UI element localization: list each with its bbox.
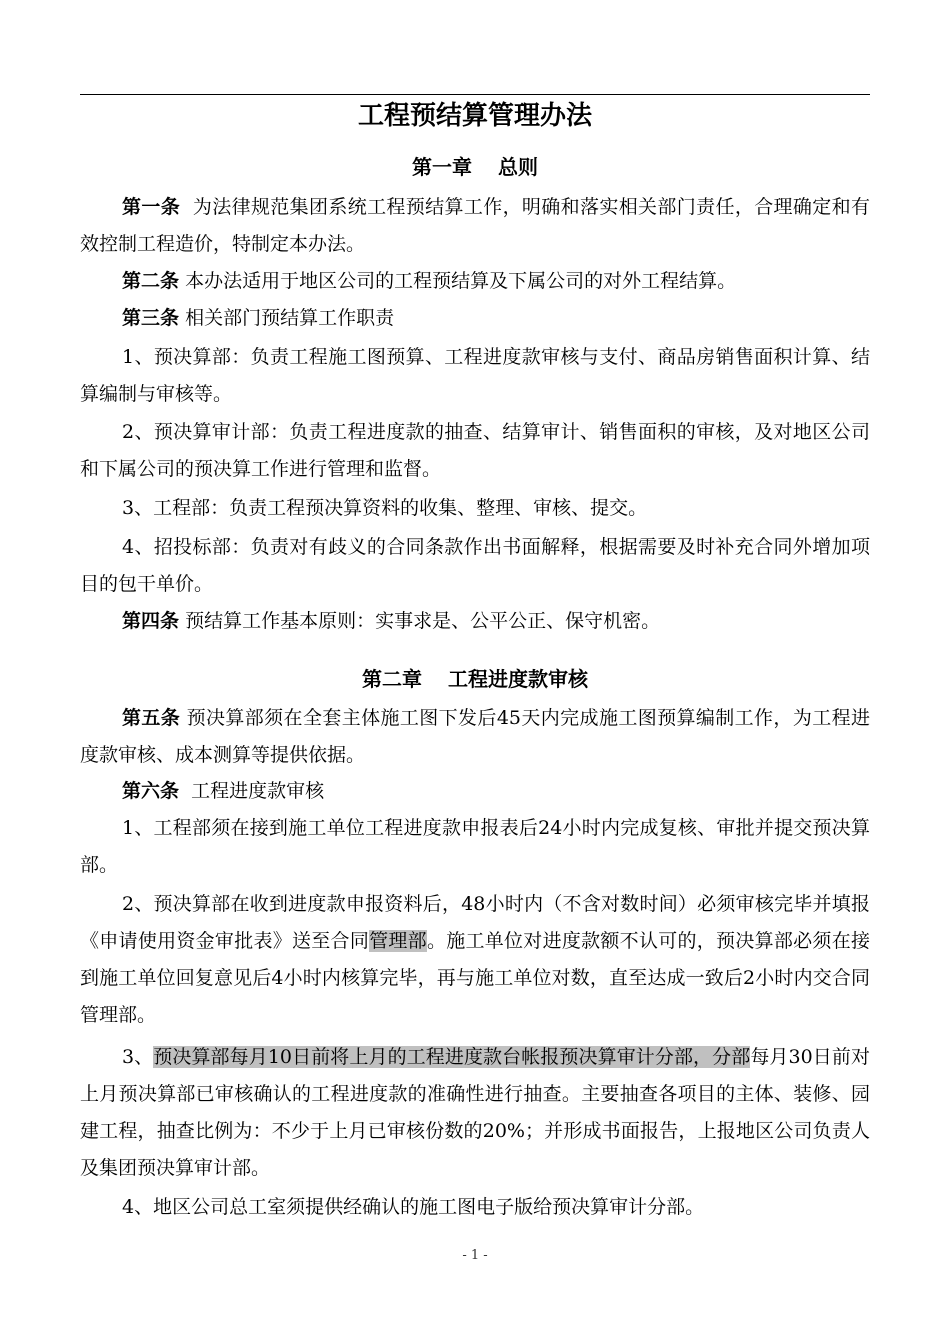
article-6 (80, 773, 870, 810)
article-2-label: 第二条 (122, 270, 180, 292)
article-2 (80, 263, 870, 300)
article-3-item-2: 2、预决算审计部：负责工程进度款的抽查、结算审计、销售面积的审核，及对地区公司和下属公司的预决算工作进行管理和监督。 (80, 421, 870, 480)
chapter-1-name: 总则 (498, 155, 538, 179)
article-5 (80, 700, 870, 774)
chapter-2-heading (0, 665, 950, 693)
chapter-2-name: 工程进度款审核 (448, 667, 588, 691)
article-4-text: 预结算工作基本原则：实事求是、公平公正、保守机密。 (185, 610, 661, 632)
article-1-text: 为法律规范集团系统工程预结算工作，明确和落实相关部门责任，合理确定和有效控制工程造价，特制定本办法。 (80, 196, 870, 255)
highlighted-text: 管理部 (369, 930, 427, 952)
highlighted-text: 预决算部每月10日前将上月的工程进度款台帐报预决算审计分部，分部 (153, 1046, 751, 1068)
article-6-item-2-part-a: 2、预决算部在收到进度款申报资料后，48小时内（不含对数时间）必须审核完毕并填报《申请使用资金审批表》送至合同 (80, 893, 870, 952)
chapter-2-label: 第二章 (362, 667, 422, 691)
article-5-text: 预决算部须在全套主体施工图下发后45天内完成施工图预算编制工作，为工程进度款审核、成本测算等提供依据。 (80, 707, 870, 766)
article-6-item-3 (80, 1039, 870, 1187)
article-3-item-3: 3、工程部：负责工程预决算资料的收集、整理、审核、提交。 (122, 497, 648, 519)
article-6-text: 工程进度款审核 (191, 780, 325, 802)
article-6-item-3-number: 3、 (122, 1046, 154, 1068)
article-3-label: 第三条 (122, 307, 180, 329)
article-6-item-3-text: 每月30日前对上月预决算部已审核确认的工程进度款的准确性进行抽查。主要抽查各项目的主体、装修、园建工程，抽查比例为：不少于上月已审核份数的20%；并形成书面报告，上报地区公司负责人及集团预决算审计部。 (80, 1046, 870, 1179)
article-4 (80, 603, 870, 640)
article-2-text: 本办法适用于地区公司的工程预结算及下属公司的对外工程结算。 (185, 270, 737, 292)
article-6-item-1: 1、工程部须在接到施工单位工程进度款申报表后24小时内完成复核、审批并提交预决算部。 (80, 817, 870, 876)
chapter-1-heading (0, 153, 950, 181)
header-rule (80, 94, 870, 95)
article-6-item-2 (80, 886, 870, 1034)
chapter-1-label: 第一章 (412, 155, 472, 179)
document-title: 工程预结算管理办法 (357, 101, 592, 131)
article-6-label: 第六条 (122, 780, 180, 802)
article-1 (80, 189, 870, 263)
article-5-label: 第五条 (122, 707, 181, 729)
page-number: - 1 - (462, 1248, 488, 1263)
article-6-item-4: 4、地区公司总工室须提供经确认的施工图电子版给预决算审计分部。 (122, 1196, 705, 1218)
article-1-label: 第一条 (122, 196, 181, 218)
article-6-item-2-part-b: 。施工单位对进度款额不认可的，预决算部必须在接到施工单位回复意见后4小时内核算完毕，再与施工单位对数，直至达成一致后2小时内交合同管理部。 (80, 930, 870, 1026)
article-3 (80, 300, 870, 337)
article-3-item-1: 1、预决算部：负责工程施工图预算、工程进度款审核与支付、商品房销售面积计算、结算编制与审核等。 (80, 346, 870, 405)
article-3-text: 相关部门预结算工作职责 (185, 307, 395, 329)
article-3-item-4: 4、招投标部：负责对有歧义的合同条款作出书面解释，根据需要及时补充合同外增加项目的包干单价。 (80, 536, 870, 595)
article-4-label: 第四条 (122, 610, 180, 632)
